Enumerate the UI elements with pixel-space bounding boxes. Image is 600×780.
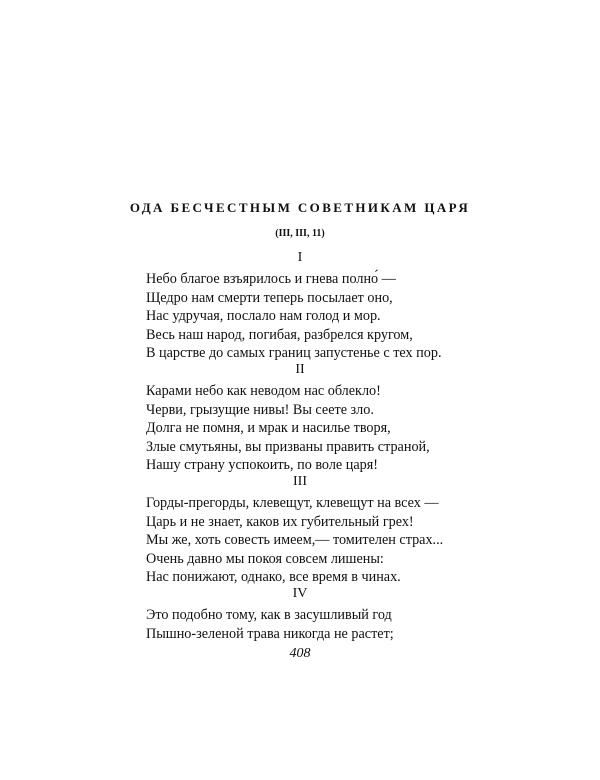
verse-line: Карами небо как неводом нас облекло! [146,383,381,399]
verse-line: Очень давно мы покоя совсем лишены: [146,550,384,567]
verse-line: Весь наш народ, погибая, разбрелся кругом, [146,326,413,343]
verse-line: В царстве до самых границ запустенье с тех пор. [146,345,442,362]
verse-line: Черви, грызущие нивы! Вы сеете зло. [146,401,374,418]
poem-title: ОДА БЕСЧЕСТНЫМ СОВЕТНИКАМ ЦАРЯ [129,200,471,215]
verse-line: Это подобно тому, как в засушливый год [146,607,392,623]
stanza-2 [146,382,430,475]
stanza-1 [146,270,442,363]
verse-line: Злые смутьяны, вы призваны править страной, [146,438,430,455]
verse-line: Царь и не знает, каков их губительный грех! [146,513,414,530]
page-number: 408 [289,646,311,661]
verse-line: Мы же, хоть совесть имеем,— томителен страх... [146,532,444,549]
stanza-number-2: II [295,362,305,377]
verse-line: Нашу страну успокоить, по воле царя! [146,457,379,474]
verse-line: Нас удручая, послало нам голод и мор. [146,308,381,325]
verse-line: Небо благое взъярилось и гнева полно́ — [146,271,396,287]
verse-line: Горды-прегорды, клевещут, клевещут на всех — [146,495,439,511]
verse-line: Щедро нам смерти теперь посылает оно, [146,289,393,306]
verse-line: Долга не помня, и мрак и насилье творя, [146,420,391,437]
stanza-4 [146,606,394,643]
stanza-number-4: IV [292,586,308,601]
stanza-number-1: I [297,250,303,265]
verse-line: Пышно-зеленой трава никогда не растет; [146,625,394,642]
stanza-3 [146,494,443,587]
poem-subtitle: (III, III, 11) [275,228,325,239]
verse-line: Нас понижают, однако, все время в чинах. [146,569,401,586]
stanza-number-3: III [293,474,307,489]
